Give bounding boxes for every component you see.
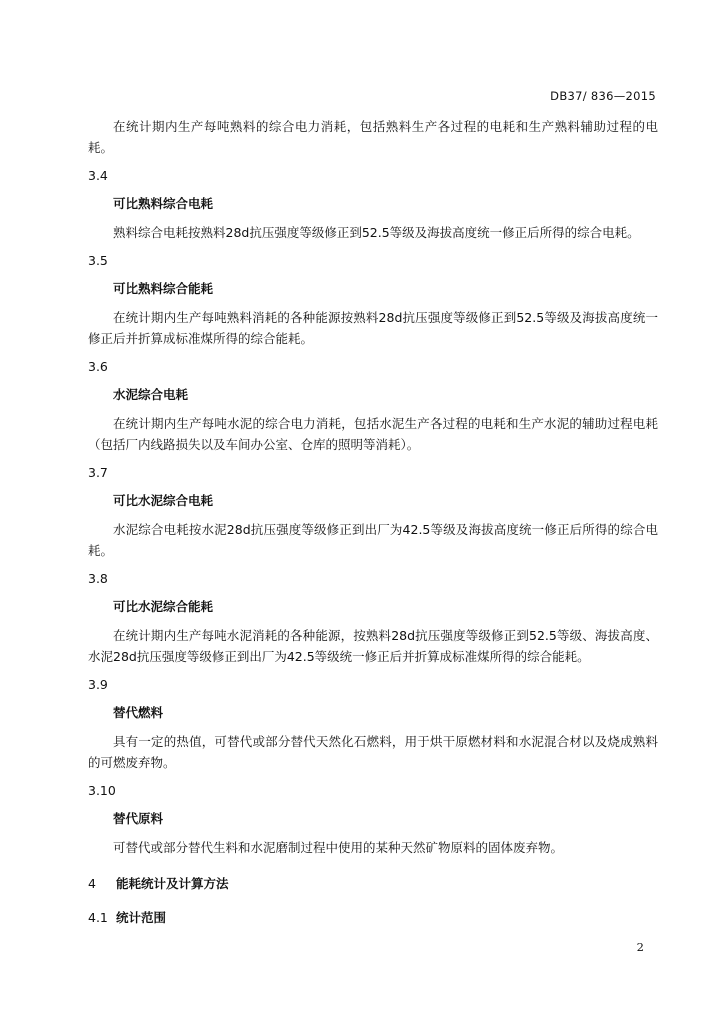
clause-number: 3.8 bbox=[88, 571, 108, 586]
clause-list bbox=[88, 116, 658, 858]
subsection-title: 统计范围 bbox=[116, 910, 167, 925]
subsection-heading bbox=[88, 908, 658, 928]
definition-paragraph: 在统计期内生产每吨水泥的综合电力消耗，包括水泥生产各过程的电耗和生产水泥的辅助过程电耗（包括厂内线路损失以及车间办公室、仓库的照明等消耗）。 bbox=[88, 416, 658, 452]
section-title: 能耗统计及计算方法 bbox=[116, 876, 229, 891]
term-title: 替代燃料 bbox=[113, 705, 164, 720]
definition-paragraph: 在统计期内生产每吨熟料消耗的各种能源按熟料28d抗压强度等级修正到52.5等级及海拔高度统一修正后并折算成标准煤所得的综合能耗。 bbox=[88, 310, 658, 346]
document-body bbox=[88, 116, 658, 928]
term-title: 替代原料 bbox=[113, 811, 164, 826]
subsection-number: 4.1 bbox=[88, 910, 108, 925]
standard-code: DB37/ 836—2015 bbox=[550, 89, 656, 103]
clause-number: 3.4 bbox=[88, 168, 108, 183]
definition-paragraph: 具有一定的热值，可替代或部分替代天然化石燃料，用于烘干原燃材料和水泥混合材以及烧成熟料的可燃废弃物。 bbox=[88, 734, 658, 770]
term-title: 可比水泥综合能耗 bbox=[113, 599, 214, 614]
section-heading bbox=[88, 874, 658, 894]
definition-paragraph: 在统计期内生产每吨水泥消耗的各种能源，按熟料28d抗压强度等级修正到52.5等级、海拔高度、水泥28d抗压强度等级修正到出厂为42.5等级统一修正后并折算成标准煤所得的综合能耗。 bbox=[88, 628, 658, 664]
clause-number: 3.6 bbox=[88, 359, 108, 374]
term-title: 可比熟料综合能耗 bbox=[113, 281, 214, 296]
definition-paragraph: 可替代或部分替代生料和水泥磨制过程中使用的某种天然矿物原料的固体废弃物。 bbox=[113, 840, 564, 855]
definition-paragraph: 水泥综合电耗按水泥28d抗压强度等级修正到出厂为42.5等级及海拔高度统一修正后所得的综合电耗。 bbox=[88, 522, 658, 558]
page-number: 2 bbox=[636, 940, 644, 954]
section-number: 4 bbox=[88, 876, 96, 891]
definition-paragraph: 在统计期内生产每吨熟料的综合电力消耗，包括熟料生产各过程的电耗和生产熟料辅助过程的电耗。 bbox=[88, 119, 658, 155]
term-title: 可比水泥综合电耗 bbox=[113, 493, 214, 508]
clause-number: 3.5 bbox=[88, 253, 108, 268]
clause-number: 3.7 bbox=[88, 465, 108, 480]
definition-paragraph: 熟料综合电耗按熟料28d抗压强度等级修正到52.5等级及海拔高度统一修正后所得的综合电耗。 bbox=[113, 225, 640, 240]
clause-number: 3.9 bbox=[88, 677, 108, 692]
term-title: 可比熟料综合电耗 bbox=[113, 196, 214, 211]
term-title: 水泥综合电耗 bbox=[113, 387, 189, 402]
clause-number: 3.10 bbox=[88, 783, 116, 798]
